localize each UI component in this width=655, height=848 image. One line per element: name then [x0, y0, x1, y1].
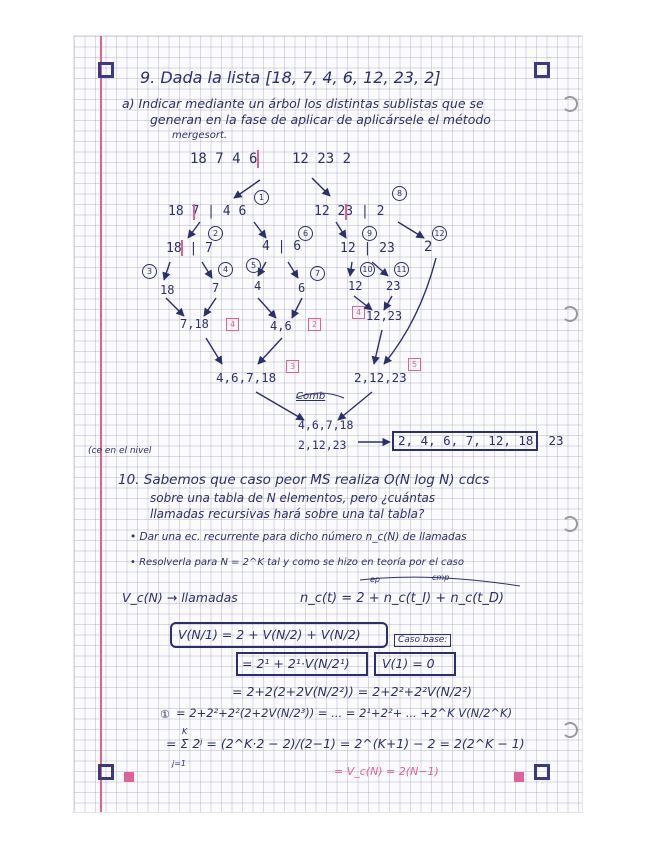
problem10-line2: sobre una tabla de N elementos, pero ¿cuántas: [150, 491, 436, 505]
arrow: [204, 298, 216, 316]
merge-step-number: 3: [286, 360, 299, 373]
tree-leaf-18: 18: [160, 283, 175, 297]
eq2-text: = 2¹ + 2¹·V(N/2¹): [242, 656, 350, 671]
merge-step-number: 5: [408, 358, 421, 371]
problem10-bullet2: • Resolverla para N = 2^K tal y como se hizo en teoría por el caso: [130, 557, 464, 568]
tree-merge-4-6-7-18: 4,6,7,18: [216, 370, 277, 385]
arrow: [166, 298, 184, 316]
arrow: [312, 178, 330, 196]
problem9-part-a-line2: generan en la fase de aplicar de aplicársele el método: [150, 112, 491, 127]
tree-leaf-12: 12: [348, 279, 363, 293]
final-merge-left: 4,6,7,18: [298, 418, 354, 432]
step-number-circle: 1: [254, 190, 269, 205]
arrow: [288, 262, 298, 278]
tree-node-2: 2: [424, 239, 433, 255]
step-number-circle: 10: [360, 262, 375, 277]
arrow: [374, 330, 382, 364]
merge-step-number: 2: [308, 318, 321, 331]
step-number-circle: 6: [298, 226, 313, 241]
arrow: [206, 338, 222, 364]
step-number-circle: 11: [394, 262, 409, 277]
step-number-circle: 12: [432, 226, 447, 241]
tree-merge-7-18: 7,18: [180, 317, 209, 331]
arrow: [336, 222, 346, 238]
arrow: [292, 298, 302, 318]
tree-leaf-23: 23: [386, 279, 401, 293]
problem9-part-a-line1: a) Indicar mediante un árbol los distintas sublistas que se: [122, 96, 484, 111]
arrow: [258, 262, 266, 276]
step-number-circle: 5: [246, 258, 261, 273]
tree-lvl1-left: 18 7 | 4 6: [168, 204, 247, 219]
final-merge-right: 2,12,23: [298, 438, 347, 452]
tree-leaf-4: 4: [254, 279, 262, 293]
tree-root-right: 12 23 2: [292, 151, 352, 167]
tree-leaf-7: 7: [212, 281, 220, 295]
eq3: = 2+2(2+2V(N/2²)) = 2+2²+2²V(N/2²): [232, 684, 472, 699]
arrow: [202, 262, 212, 278]
eq-label-cmp: cmp: [432, 573, 450, 582]
step-number-circle: 9: [362, 226, 377, 241]
tree-merge-12-23: 12,23: [366, 309, 403, 323]
eq-label-ep: ep: [370, 575, 380, 584]
comb-underline: [296, 393, 344, 398]
margin-note: (ce en el nivel: [88, 446, 152, 456]
arrow: [384, 258, 436, 364]
tree-merge-2-12-23: 2,12,23: [354, 370, 407, 385]
caso-base-label: Caso base:: [394, 634, 451, 647]
tree-node-12-23: 12 | 23: [340, 241, 395, 256]
tree-merge-4-6: 4,6: [270, 319, 292, 333]
tree-node-4-6: 4 | 6: [262, 239, 302, 254]
eq4-circ: ①: [160, 708, 170, 721]
problem9-part-a-line3: mergesort.: [172, 130, 228, 141]
tree-root-left: 18 7 4 6: [190, 151, 258, 167]
arrow: [254, 222, 266, 238]
arrow: [354, 296, 372, 310]
problem10-line3: llamadas recursivas hará sobre una tal tabla?: [150, 507, 425, 521]
step-number-circle: 3: [142, 264, 157, 279]
eq5: = Σ 2ʲ = (2^K·2 − 2)/(2−1) = 2^(K+1) − 2 = 2(2^K − 1): [166, 736, 525, 751]
arrow: [258, 298, 276, 318]
cmp-brace: [360, 577, 520, 586]
step-number-circle: 4: [218, 262, 233, 277]
arrow: [258, 338, 282, 364]
eq4: = 2+2²+2²(2+2V(N/2³)) = ... = 2¹+2²+ ... +2^K V(N/2^K): [176, 706, 513, 720]
eq-recurrence: n_c(t) = 2 + n_c(t_I) + n_c(t_D): [300, 591, 504, 606]
arrow: [188, 222, 200, 238]
eq1-text: V(N/1) = 2 + V(N/2) + V(N/2): [178, 627, 361, 642]
merge-step-number: 4: [226, 318, 239, 331]
tree-leaf-6: 6: [298, 281, 306, 295]
problem10-bullet1: • Dar una ec. recurrente para dicho número n_c(N) de llamadas: [130, 531, 467, 543]
sum-limit-top: K: [182, 727, 188, 736]
arrow: [350, 262, 352, 276]
eq6: = V_c(N) = 2(N−1): [334, 765, 439, 778]
base-case-text: V(1) = 0: [382, 656, 435, 671]
comb-label: Comb: [296, 391, 326, 402]
eq-lhs: V_c(N) → llamadas: [122, 590, 238, 605]
step-number-circle: 2: [208, 226, 223, 241]
sum-limit-bottom: j=1: [172, 759, 187, 768]
problem10-line1: 10. Sabemos que caso peor MS realiza O(N log N) cdcs: [118, 472, 490, 488]
arrow: [256, 392, 304, 420]
tree-lvl1-right: 12 23 | 2: [314, 204, 385, 219]
arrow: [234, 180, 260, 198]
arrow: [164, 262, 170, 280]
result-text: 2, 4, 6, 7, 12, 18, 23: [398, 433, 564, 448]
step-number-circle: 7: [310, 266, 325, 281]
step-number-circle: 8: [392, 186, 407, 201]
tree-node-18-7: 18 | 7: [166, 241, 213, 256]
merge-step-number: 4: [352, 306, 365, 319]
arrow: [338, 392, 372, 420]
problem9-title: 9. Dada la lista [18, 7, 4, 6, 12, 23, 2]: [140, 68, 441, 87]
arrow: [372, 262, 388, 276]
arrow: [384, 296, 392, 310]
arrow: [398, 222, 424, 238]
